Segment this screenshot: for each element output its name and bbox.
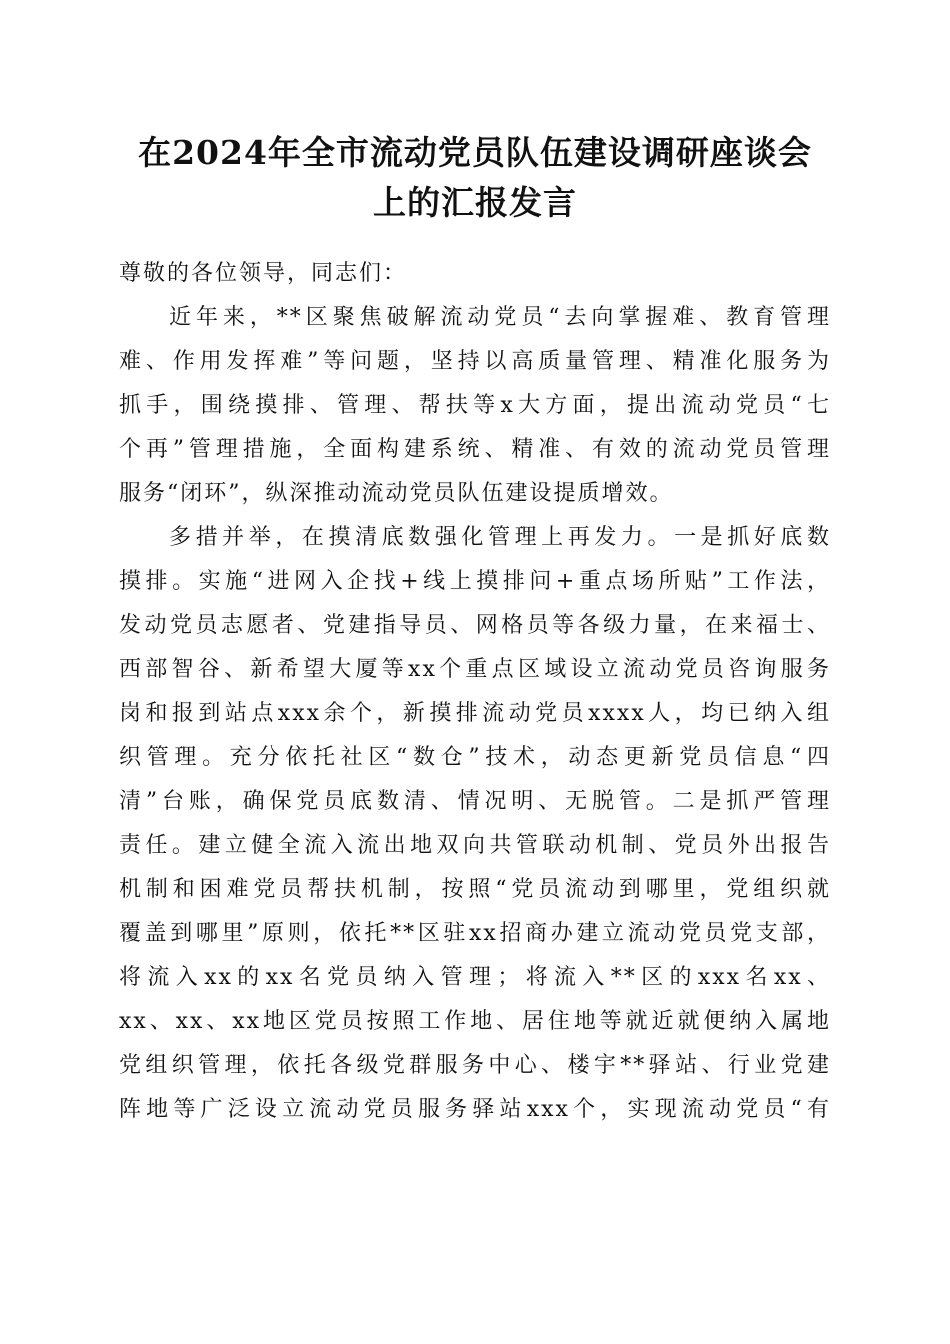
paragraph-line: xx、xx、xx地区党员按照工作地、居住地等就近就便纳入属地 <box>119 1009 831 1034</box>
paragraph-line: 党组织管理，依托各级党群服务中心、楼宇**驿站、行业党建 <box>119 1053 831 1078</box>
paragraph-line: 摸排。实施“进网入企找+线上摸排问+重点场所贴”工作法， <box>119 569 831 594</box>
title-line: 上的汇报发言 <box>373 183 577 222</box>
document-body <box>119 252 831 1132</box>
paragraph-line: 西部智谷、新希望大厦等xx个重点区域设立流动党员咨询服务 <box>119 657 831 682</box>
paragraph-line: 覆盖到哪里”原则，依托**区驻xx招商办建立流动党员党支部， <box>119 921 831 946</box>
paragraph-line: 服务“闭环”，纵深推动流动党员队伍建设提质增效。 <box>119 481 674 506</box>
paragraph-line: 将流入xx的xx名党员纳入管理；将流入**区的xxx名xx、 <box>119 965 831 990</box>
paragraph-line: 多措并举，在摸清底数强化管理上再发力。一是抓好底数 <box>169 525 831 550</box>
paragraph-line: 个再”管理措施，全面构建系统、精准、有效的流动党员管理 <box>119 437 831 462</box>
paragraph-line: 发动党员志愿者、党建指导员、网格员等各级力量，在来福士、 <box>119 613 831 638</box>
paragraph-line: 近年来，**区聚焦破解流动党员“去向掌握难、教育管理 <box>169 305 831 330</box>
paragraph-line: 岗和报到站点xxx余个，新摸排流动党员xxxx人，均已纳入组 <box>119 701 831 726</box>
document-title <box>90 128 860 228</box>
paragraph-line: 清”台账，确保党员底数清、情况明、无脱管。二是抓严管理 <box>119 789 831 814</box>
paragraph-line: 机制和困难党员帮扶机制，按照“党员流动到哪里，党组织就 <box>119 877 831 902</box>
paragraph-line: 抓手，围绕摸排、管理、帮扶等x大方面，提出流动党员“七 <box>119 393 831 418</box>
paragraph-line: 难、作用发挥难”等问题，坚持以高质量管理、精准化服务为 <box>119 349 831 374</box>
paragraph-line: 责任。建立健全流入流出地双向共管联动机制、党员外出报告 <box>119 833 831 858</box>
paragraph-line: 织管理。充分依托社区“数仓”技术，动态更新党员信息“四 <box>119 745 831 770</box>
title-line: 在2024年全市流动党员队伍建设调研座谈会 <box>138 133 812 172</box>
paragraph-line: 阵地等广泛设立流动党员服务驿站xxx个，实现流动党员“有 <box>119 1097 831 1122</box>
salutation: 尊敬的各位领导，同志们： <box>119 261 408 286</box>
